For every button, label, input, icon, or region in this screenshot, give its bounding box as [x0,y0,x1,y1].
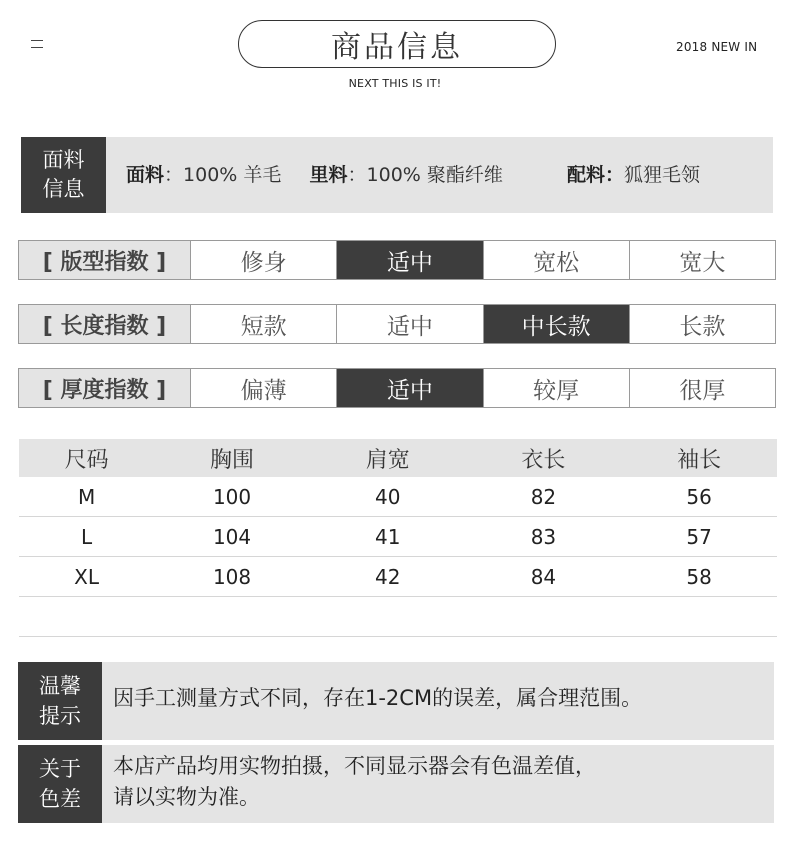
fabric-label-shell: 面料 [126,164,165,186]
cell-sleeve: 57 [621,517,777,557]
cell-length: 84 [466,557,622,597]
length-option: 长款 [679,313,726,340]
thickness-index-row [18,368,776,408]
note-tag-line-2: 提示 [39,704,81,728]
cell-shoulder: 42 [310,557,466,597]
measurement-note-tag [18,662,102,740]
divider [19,636,777,637]
fabric-value-shell: 100% 羊毛 [183,164,282,186]
fit-option: 宽大 [679,249,726,276]
fabric-info-panel [21,137,773,213]
cell-sleeve: 56 [621,477,777,517]
cell-shoulder: 40 [310,477,466,517]
cell-size: L [19,517,154,557]
thickness-index-label: [ 厚度指数 ] [19,369,191,407]
color-note-line-2: 请以实物为准。 [113,785,260,809]
header-shoulder: 肩宽 [310,439,466,477]
fabric-tag-line-1: 面料 [42,148,85,172]
measurement-note [18,662,774,740]
cell-chest: 100 [154,477,310,517]
size-table [19,439,777,597]
color-note [18,745,774,823]
length-option: 短款 [191,305,337,343]
length-index-row [18,304,776,344]
fabric-tag-line-2: 信息 [42,177,85,201]
fabric-value-lining: 100% 聚酯纤维 [366,164,503,186]
page-subtitle: NEXT THIS IS IT! [348,77,442,90]
menu-icon[interactable] [31,40,43,49]
fit-index-label: [ 版型指数 ] [19,241,191,279]
length-option: 中长款 [484,305,630,343]
fabric-value-trim: 狐狸毛领 [624,164,701,186]
note-tag-line-1: 温馨 [39,674,81,698]
cell-sleeve: 58 [621,557,777,597]
header-size: 尺码 [19,439,154,477]
note-tag-line-1: 关于 [39,757,81,781]
cell-size: XL [19,557,154,597]
fabric-line: 面料：100% 羊毛 里料：100% 聚酯纤维 配料：狐狸毛领 [126,164,701,186]
thickness-option: 很厚 [679,377,726,404]
header-chest: 胸围 [154,439,310,477]
page-title: 商品信息 [238,20,556,68]
header-sleeve: 袖长 [621,439,777,477]
fabric-info-tag [21,137,106,213]
fit-index-row [18,240,776,280]
table-row [19,477,777,517]
fit-option: 宽松 [484,241,630,279]
cell-shoulder: 41 [310,517,466,557]
fabric-label-lining: 里料 [309,164,348,186]
cell-length: 83 [466,517,622,557]
length-option: 适中 [337,305,483,343]
length-index-label: [ 长度指数 ] [19,305,191,343]
thickness-option: 偏薄 [191,369,337,407]
thickness-option: 适中 [337,369,483,407]
new-in-label: 2018 NEW IN [676,40,758,54]
fabric-label-trim: 配料 [566,164,605,186]
table-row [19,557,777,597]
measurement-note-text: 因手工测量方式不同，存在1-2CM的误差，属合理范围。 [113,686,643,710]
thickness-option: 较厚 [484,369,630,407]
cell-chest: 104 [154,517,310,557]
note-tag-line-2: 色差 [39,787,81,811]
size-table-header [19,439,777,477]
fit-option: 修身 [191,241,337,279]
color-note-line-1: 本店产品均用实物拍摄，不同显示器会有色温差值， [113,754,596,778]
header-length: 衣长 [466,439,622,477]
color-note-tag [18,745,102,823]
color-note-text [113,751,596,813]
cell-length: 82 [466,477,622,517]
fit-option: 适中 [337,241,483,279]
cell-size: M [19,477,154,517]
cell-chest: 108 [154,557,310,597]
table-row [19,517,777,557]
